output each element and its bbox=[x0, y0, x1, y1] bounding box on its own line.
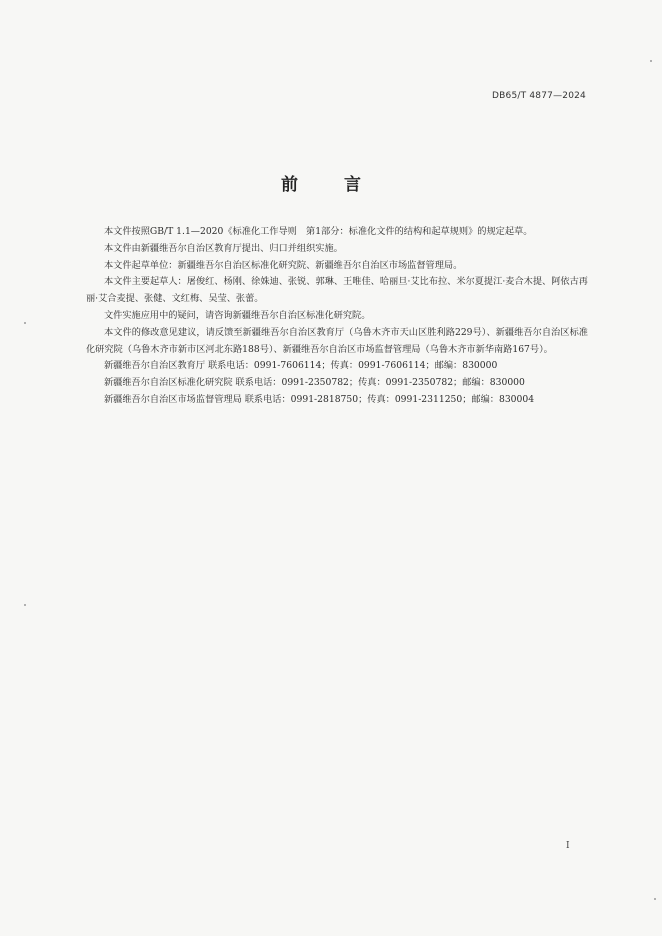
paragraph-drafting-units: 本文件起草单位：新疆维吾尔自治区标准化研究院、新疆维吾尔自治区市场监督管理局。 bbox=[104, 259, 463, 271]
page-number: I bbox=[566, 841, 570, 851]
paragraph-drafters: 本文件主要起草人：屠俊红、杨刚、徐姝迪、张锐、郭琳、王唯佳、哈丽旦·艾比布拉、米尔夏提江·麦合木提、阿依古再丽·艾合麦提、张健、文红梅、吴莹、张蕾。 bbox=[86, 276, 588, 305]
paragraph-drafting-rules: 本文件按照GB/T 1.1—2020《标准化工作导则 第1部分：标准化文件的结构和起草规则》的规定起草。 bbox=[104, 226, 533, 237]
scan-speck bbox=[650, 60, 652, 62]
scan-speck bbox=[654, 898, 656, 900]
scan-speck bbox=[24, 322, 26, 324]
contact-line: 新疆维吾尔自治区市场监督管理局 联系电话：0991-2818750；传真：0991-2311250；邮编：830004 bbox=[104, 393, 535, 405]
paragraph-inquiries: 文件实施应用中的疑问，请咨询新疆维吾尔自治区标准化研究院。 bbox=[104, 309, 371, 321]
paragraph-proposer: 本文件由新疆维吾尔自治区教育厅提出、归口并组织实施。 bbox=[104, 242, 343, 254]
scan-speck bbox=[24, 604, 26, 606]
contact-line: 新疆维吾尔自治区标准化研究院 联系电话：0991-2350782；传真：0991-2350782；邮编：830000 bbox=[104, 377, 525, 389]
foreword-body bbox=[86, 224, 588, 409]
document-code: DB65/T 4877—2024 bbox=[492, 91, 586, 101]
page-title: 前 言 bbox=[281, 175, 381, 195]
paragraph-feedback: 本文件的修改意见建议，请反馈至新疆维吾尔自治区教育厅（乌鲁木齐市天山区胜利路229号）、新疆维吾尔自治区标准化研究院（乌鲁木齐市新市区河北东路188号）、新疆维吾尔自治区市场监督管理局（乌鲁木齐市新华南路167号）。 bbox=[86, 326, 588, 355]
contact-line: 新疆维吾尔自治区教育厅 联系电话：0991-7606114；传真：0991-7606114；邮编：830000 bbox=[104, 360, 498, 372]
